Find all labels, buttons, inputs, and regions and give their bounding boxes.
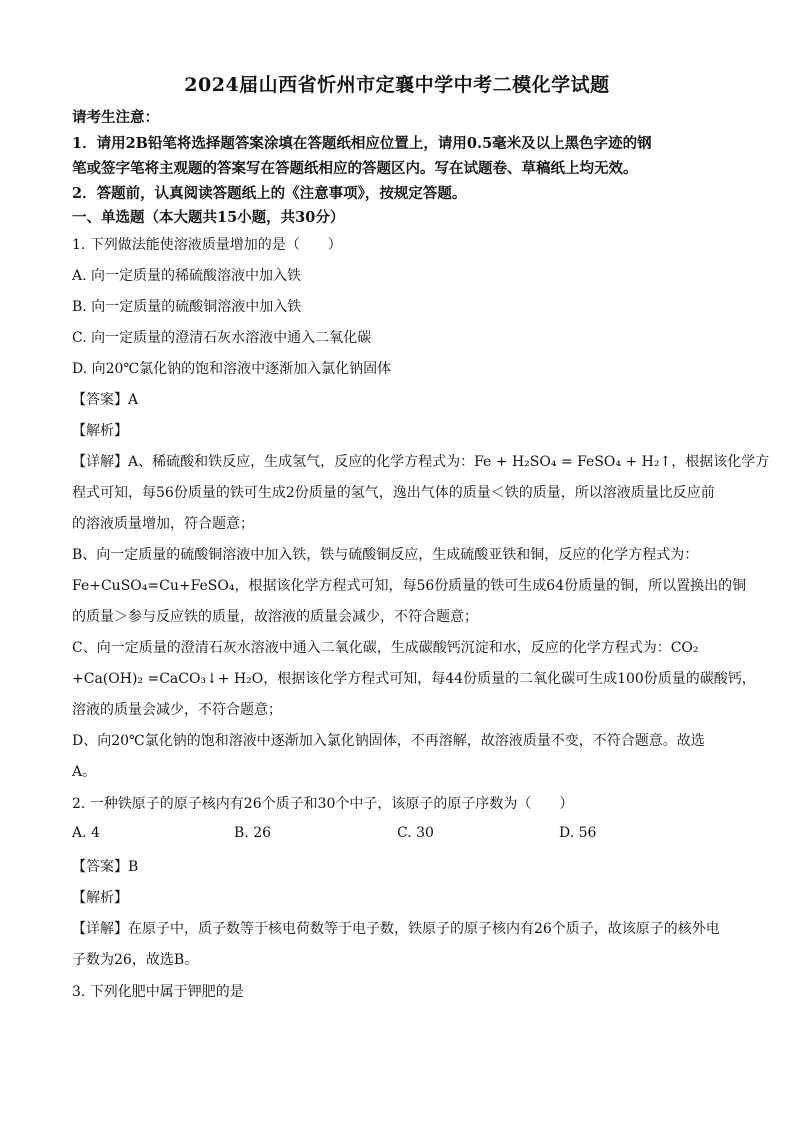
question-2-stem: 2. 一种铁原子的原子核内有26个质子和30个中子，该原子的原子序数为（ ） xyxy=(72,796,574,812)
chemical-equation: +Ca(OH)₂ =CaCO₃↓+ H₂O xyxy=(72,671,264,687)
notice-1-line-2: 笔或签字笔将主观题的答案写在答题纸相应的答题区内。写在试题卷、草稿纸上均无效。 xyxy=(72,160,638,177)
notice-2: 2．答题前，认真阅读答题纸上的《注意事项》，按规定答题。 xyxy=(72,185,467,202)
question-1-detail-a-line-1 xyxy=(72,451,770,471)
question-3-stem: 3. 下列化肥中属于钾肥的是 xyxy=(72,984,244,1000)
question-1-option-c: C. 向一定质量的澄清石灰水溶液中通入二氧化碳 xyxy=(72,330,372,346)
detail-text: 【详解】A、稀硫酸和铁反应，生成氢气，反应的化学方程式为： xyxy=(72,454,475,470)
question-1-option-b: B. 向一定质量的硫酸铜溶液中加入铁 xyxy=(72,299,302,315)
question-1-analysis-label: 【解析】 xyxy=(72,423,128,439)
question-2-detail-line-2: 子数为26，故选B。 xyxy=(72,952,199,968)
question-2-option-a: A. 4 xyxy=(72,825,100,841)
question-1-answer: 【答案】A xyxy=(72,392,139,408)
question-1-detail-b-line-1: B、向一定质量的硫酸铜溶液中加入铁，铁与硫酸铜反应，生成硫酸亚铁和铜，反应的化学方程式为： xyxy=(72,547,699,563)
question-2-answer: 【答案】B xyxy=(72,859,139,875)
exam-title: 2024届山西省忻州市定襄中学中考二模化学试题 xyxy=(184,74,610,96)
detail-text: ，根据该化学方程式可知，每44份质量的二氧化碳可生成100份质量的碳酸钙， xyxy=(263,671,756,687)
question-1-detail-c-line-3: 溶液的质量会减少，不符合题意； xyxy=(72,702,282,718)
question-1-option-a: A. 向一定质量的稀硫酸溶液中加入铁 xyxy=(72,268,302,284)
detail-text: ，根据该化学方程式可知，每56份质量的铁可生成64份质量的铜，所以置换出的铜 xyxy=(234,578,747,594)
section-heading: 一、单选题（本大题共15小题，共30分） xyxy=(72,209,345,226)
notice-heading: 请考生注意： xyxy=(72,109,159,126)
question-1-detail-b-line-2 xyxy=(72,575,747,595)
question-2-analysis-label: 【解析】 xyxy=(72,890,128,906)
notice-1-line-1: 1．请用2B铅笔将选择题答案涂填在答题纸相应位置上，请用0.5毫米及以上黑色字迹的钢 xyxy=(72,135,652,152)
chemical-equation: Fe+CuSO₄=Cu+FeSO₄ xyxy=(72,578,235,594)
question-1-detail-d-line-2: A。 xyxy=(72,764,97,780)
question-1-stem: 1. 下列做法能使溶液质量增加的是（ ） xyxy=(72,237,342,253)
question-2-option-d: D. 56 xyxy=(559,825,597,841)
detail-text: ，根据该化学方 xyxy=(671,454,770,470)
question-2-detail-line-1: 【详解】在原子中，质子数等于核电荷数等于电子数，铁原子的原子核内有26个质子，故该原子的核外电 xyxy=(72,921,720,937)
question-1-detail-c-line-2 xyxy=(72,668,756,688)
chemical-equation: Fe + H₂SO₄ = FeSO₄ + H₂↑ xyxy=(474,454,672,470)
question-1-detail-b-line-3: 的质量＞参与反应铁的质量，故溶液的质量会减少，不符合题意； xyxy=(72,609,478,625)
question-1-detail-a-line-3: 的溶液质量增加，符合题意； xyxy=(72,516,254,532)
question-2-option-b: B. 26 xyxy=(234,825,272,841)
question-2-option-c: C. 30 xyxy=(397,825,434,841)
question-1-detail-d-line-1: D、向20℃氯化钠的饱和溶液中逐渐加入氯化钠固体，不再溶解，故溶液质量不变，不符合题意。故选 xyxy=(72,733,705,749)
question-1-option-d: D. 向20℃氯化钠的饱和溶液中逐渐加入氯化钠固体 xyxy=(72,361,392,377)
question-1-detail-a-line-2: 程式可知，每56份质量的铁可生成2份质量的氢气，逸出气体的质量＜铁的质量，所以溶液质量比反应前 xyxy=(72,485,715,501)
question-1-detail-c-line-1: C、向一定质量的澄清石灰水溶液中通入二氧化碳，生成碳酸钙沉淀和水，反应的化学方程式为：CO₂ xyxy=(72,640,699,656)
